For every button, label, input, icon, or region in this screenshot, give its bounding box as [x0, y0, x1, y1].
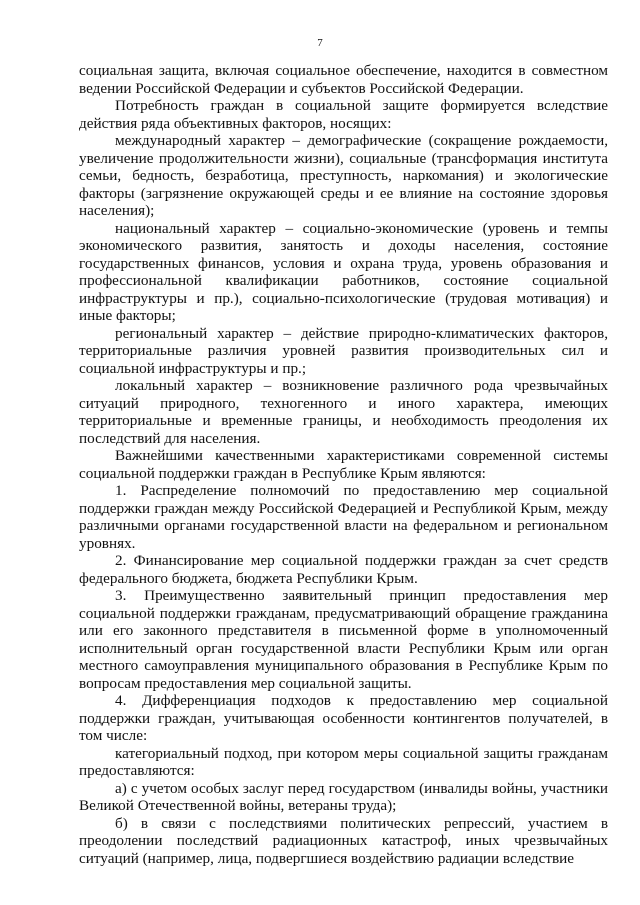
paragraph: региональный характер – действие природно-климатических факторов, территориальные различия уровней развития производительных сил и социальной инфраструктуры и пр.;	[79, 324, 608, 377]
paragraph: 4. Дифференциация подходов к предоставлению мер социальной поддержки граждан, учитывающая особенности контингентов получателей, в том числе:	[79, 692, 608, 744]
paragraph: б) в связи с последствиями политических репрессий, участием в преодолении последствий радиационных катастроф, иных чрезвычайных ситуаций (например, лица, подвергшиеся воздействию радиации вследствие	[79, 814, 608, 867]
paragraph: национальный характер – социально-экономические (уровень и темпы экономического развития, занятость и доходы населения, состояние государственных финансов, условия и охрана труда, уровень образования и профессиональной квалификации работников, состояние социальной инфраструктуры и пр.), социально-психологические (трудовая мотивация) и иные факторы;	[79, 219, 608, 324]
paragraph: 2. Финансирование мер социальной поддержки граждан за счет средств федерального бюджета, бюджета Республики Крым.	[79, 552, 608, 587]
paragraph: 3. Преимущественно заявительный принцип предоставления мер социальной поддержки гражданам, предусматривающий обращение гражданина или его законного представителя в письменной форме в уполномоченный исполнительный орган государственной власти Республики Крым или орган местного самоуправления муниципального образования в Республике Крым по вопросам предоставления мер социальной защиты.	[79, 587, 608, 692]
paragraph: социальная защита, включая социальное обеспечение, находится в совместном ведении Российской Федерации и субъектов Российской Федерации.	[79, 62, 608, 97]
paragraph: локальный характер – возникновение различного рода чрезвычайных ситуаций природного, техногенного и иного характера, имеющих территориальные и временные границы, и необходимость преодоления их последствий для населения.	[79, 377, 608, 447]
page-number: 7	[317, 37, 323, 49]
paragraph: 1. Распределение полномочий по предоставлению мер социальной поддержки граждан между Российской Федерацией и Республикой Крым, между различными органами государственной власти на федеральном и региональном уровнях.	[79, 482, 608, 552]
paragraph: Важнейшими качественными характеристиками современной системы социальной поддержки граждан в Республике Крым являются:	[79, 447, 608, 482]
paragraph: а) с учетом особых заслуг перед государством (инвалиды войны, участники Великой Отечественной войны, ветераны труда);	[79, 779, 608, 814]
document-body	[79, 62, 608, 867]
paragraph: категориальный подход, при котором меры социальной защиты гражданам предоставляются:	[79, 744, 608, 779]
paragraph: международный характер – демографические (сокращение рождаемости, увеличение продолжительности жизни), социальные (трансформация института семьи, бедность, безработица, преступность, наркомания) и экологические факторы (загрязнение окружающей среды и ее влияние на состояние здоровья населения);	[79, 132, 608, 219]
paragraph: Потребность граждан в социальной защите формируется вследствие действия ряда объективных факторов, носящих:	[79, 97, 608, 132]
